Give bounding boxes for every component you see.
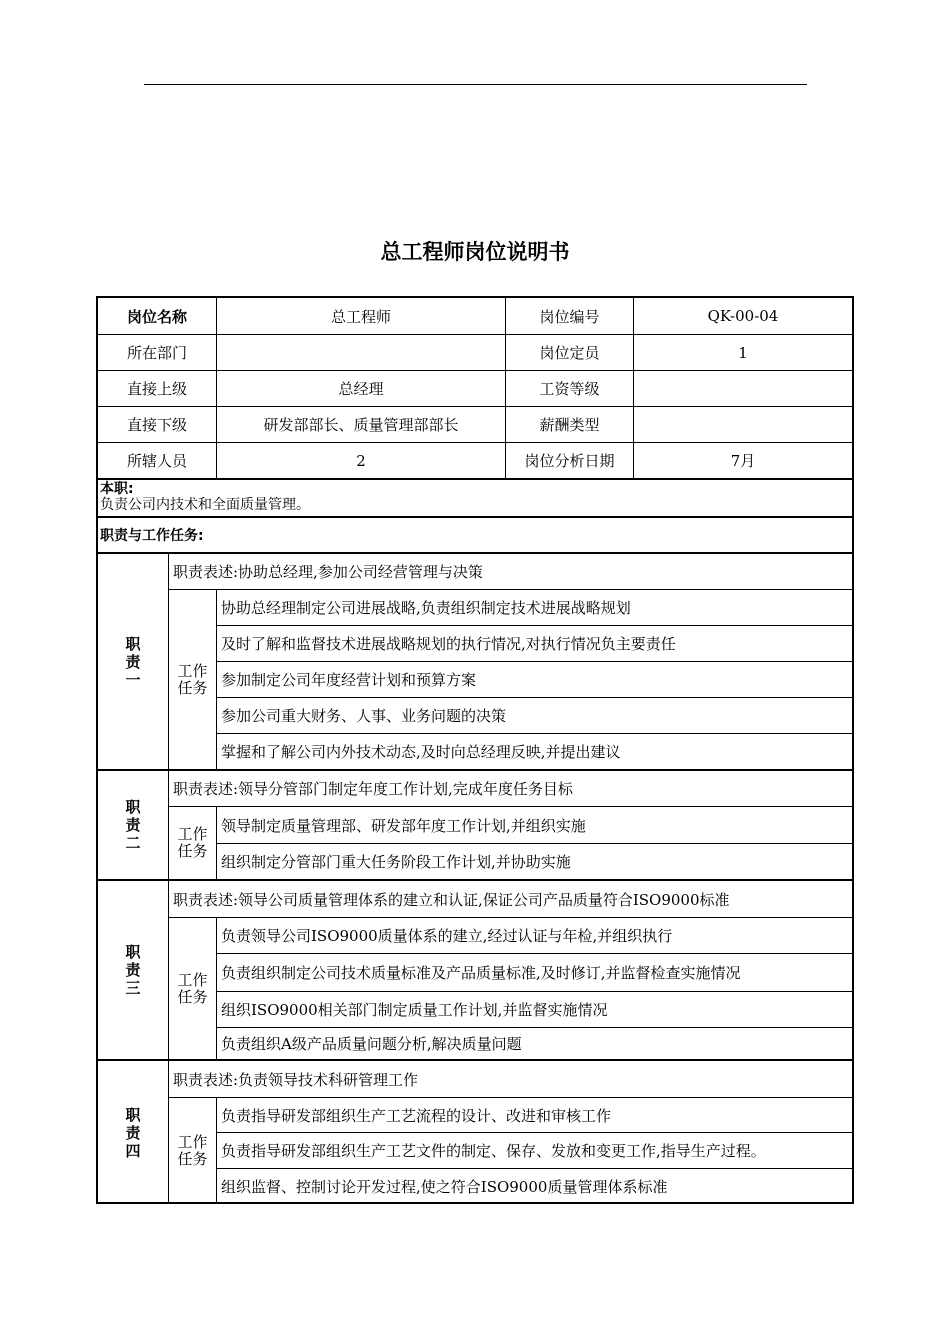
task-item: 组织监督、控制讨论开发过程,使之符合ISO9000质量管理体系标准 xyxy=(216,1168,852,1204)
core-responsibility xyxy=(98,478,852,516)
duty-statement: 职责表述:负责领导技术科研管理工作 xyxy=(168,1061,852,1097)
task-label xyxy=(168,589,216,769)
task-item: 组织制定分管部门重大任务阶段工作计划,并协助实施 xyxy=(216,843,852,879)
duties-heading-row xyxy=(98,516,852,552)
duty-statement: 职责表述:领导公司质量管理体系的建立和认证,保证公司产品质量符合ISO9000标准 xyxy=(168,881,852,917)
task-item: 及时了解和监督技术进展战略规划的执行情况,对执行情况负主要责任 xyxy=(216,625,852,661)
info-label: 岗位分析日期 xyxy=(505,442,633,478)
task-item: 负责组织A级产品质量问题分析,解决质量问题 xyxy=(216,1027,852,1059)
info-value: 1 xyxy=(633,334,852,370)
duty-name-char: 三 xyxy=(125,979,141,997)
duty-name xyxy=(98,771,168,879)
info-label: 直接上级 xyxy=(98,370,216,406)
core-heading: 本职: xyxy=(100,481,134,497)
duty-section xyxy=(98,879,852,1059)
task-item: 负责指导研发部组织生产工艺文件的制定、保存、发放和变更工作,指导生产过程。 xyxy=(216,1132,852,1168)
duty-section xyxy=(98,552,852,769)
info-label: 岗位名称 xyxy=(126,307,187,326)
duties-heading: 职责与工作任务: xyxy=(100,528,204,544)
task-item: 掌握和了解公司内外技术动态,及时向总经理反映,并提出建议 xyxy=(216,733,852,769)
duty-name-char: 一 xyxy=(125,670,141,689)
task-label xyxy=(168,1097,216,1204)
info-value xyxy=(633,406,852,442)
duty-name-char: 责 xyxy=(125,961,141,979)
duty-statement: 职责表述:协助总经理,参加公司经营管理与决策 xyxy=(168,554,852,589)
duty-name xyxy=(98,554,168,769)
task-label-line: 任务 xyxy=(177,842,208,860)
duty-name xyxy=(98,1061,168,1204)
task-item: 组织ISO9000相关部门制定质量工作计划,并监督实施情况 xyxy=(216,991,852,1027)
task-label xyxy=(168,806,216,879)
info-value: 7月 xyxy=(633,442,852,478)
duty-section xyxy=(98,769,852,879)
task-item: 参加制定公司年度经营计划和预算方案 xyxy=(216,661,852,697)
duty-name-char: 责 xyxy=(125,816,141,834)
duty-name-char: 责 xyxy=(125,1123,141,1142)
duty-name-char: 职 xyxy=(125,943,141,961)
task-label-line: 工作 xyxy=(177,825,208,843)
task-label-line: 任务 xyxy=(177,987,208,1006)
duty-name xyxy=(98,881,168,1059)
task-item: 领导制定质量管理部、研发部年度工作计划,并组织实施 xyxy=(216,806,852,843)
info-label: 岗位定员 xyxy=(505,334,633,370)
info-label: 岗位编号 xyxy=(505,298,633,334)
info-value: 总工程师 xyxy=(216,298,505,334)
task-item: 参加公司重大财务、人事、业务问题的决策 xyxy=(216,697,852,733)
header-rule xyxy=(144,84,807,85)
duty-statement: 职责表述:领导分管部门制定年度工作计划,完成年度任务目标 xyxy=(168,771,852,806)
task-item: 协助总经理制定公司进展战略,负责组织制定技术进展战略规划 xyxy=(216,589,852,625)
task-label-line: 工作 xyxy=(177,661,208,680)
duty-name-char: 责 xyxy=(125,652,141,671)
info-label: 直接下级 xyxy=(98,406,216,442)
task-label-line: 任务 xyxy=(177,678,208,697)
duty-name-char: 四 xyxy=(125,1141,141,1160)
duty-section xyxy=(98,1059,852,1202)
info-label: 所辖人员 xyxy=(98,442,216,478)
info-label: 所在部门 xyxy=(98,334,216,370)
duty-name-char: 职 xyxy=(125,798,141,816)
task-item: 负责组织制定公司技术质量标准及产品质量标准,及时修订,并监督检查实施情况 xyxy=(216,953,852,991)
page-title: 总工程师岗位说明书 xyxy=(380,240,570,264)
info-value xyxy=(216,334,505,370)
task-label-line: 工作 xyxy=(177,1133,208,1151)
info-value: QK-00-04 xyxy=(633,298,852,334)
info-value: 总经理 xyxy=(216,370,505,406)
core-text: 负责公司内技术和全面质量管理。 xyxy=(100,497,310,513)
task-item: 负责领导公司ISO9000质量体系的建立,经过认证与年检,并组织执行 xyxy=(216,917,852,953)
info-value xyxy=(633,370,852,406)
duty-name-char: 职 xyxy=(125,634,141,653)
task-label xyxy=(168,917,216,1059)
info-label: 工资等级 xyxy=(505,370,633,406)
info-value: 研发部部长、质量管理部部长 xyxy=(216,406,505,442)
task-label-line: 任务 xyxy=(177,1150,208,1168)
info-label: 薪酬类型 xyxy=(505,406,633,442)
info-value: 2 xyxy=(216,442,505,478)
task-label-line: 工作 xyxy=(177,970,208,989)
job-description-table xyxy=(96,296,854,1204)
task-item: 负责指导研发部组织生产工艺流程的设计、改进和审核工作 xyxy=(216,1097,852,1132)
duty-name-char: 职 xyxy=(125,1105,141,1124)
duty-name-char: 二 xyxy=(125,834,141,852)
